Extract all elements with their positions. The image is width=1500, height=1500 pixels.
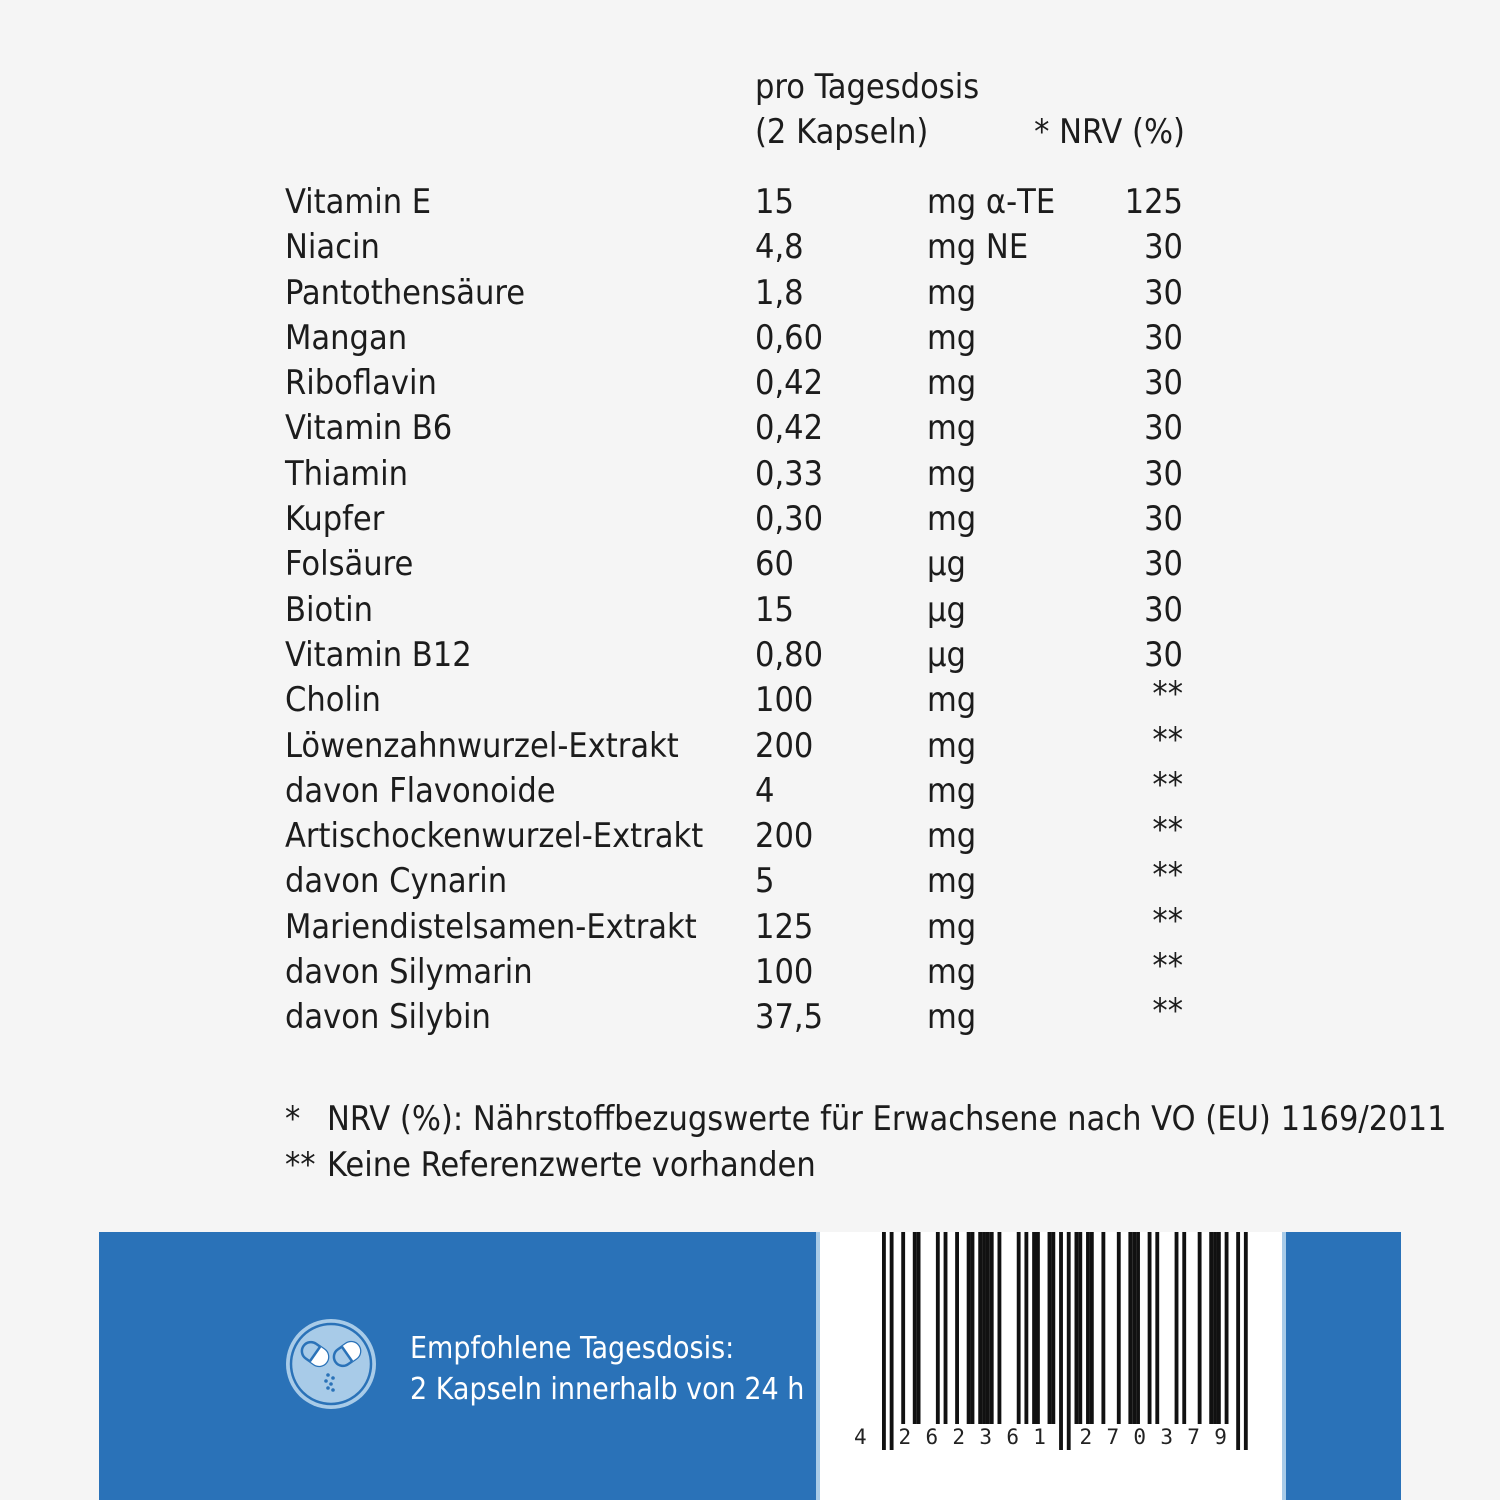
- barcode-bar: [1032, 1232, 1036, 1424]
- nutrient-name: Vitamin B6: [285, 408, 453, 449]
- nutrient-nrv: 30: [1144, 634, 1183, 675]
- barcode-digit: 6: [1006, 1425, 1020, 1449]
- nutrient-amount: 200: [755, 816, 814, 857]
- nutrient-amount: 0,42: [755, 363, 824, 404]
- nutrient-unit: mg: [927, 408, 977, 449]
- nutrient-name: Artischockenwurzel-Extrakt: [285, 816, 704, 857]
- nutrient-name: davon Silymarin: [285, 952, 533, 993]
- barcode-bar: [1148, 1232, 1152, 1424]
- barcode-digit: 9: [1214, 1425, 1227, 1449]
- nutrient-nrv: **: [1152, 764, 1183, 805]
- footnote-nrv: [285, 1096, 1447, 1142]
- nutrient-name: davon Cynarin: [285, 861, 508, 902]
- nutrient-amount: 0,60: [755, 317, 824, 358]
- table-row: [285, 452, 1185, 497]
- nutrient-unit: mg: [927, 861, 977, 902]
- barcode-bar: [1128, 1232, 1132, 1424]
- barcode-bar: [913, 1232, 917, 1424]
- barcode-digit: 7: [1187, 1425, 1200, 1449]
- nutrient-amount: 4: [755, 770, 775, 811]
- barcode-digit: 6: [925, 1425, 939, 1449]
- barcode-bar: [936, 1232, 940, 1424]
- nutrient-nrv: **: [1152, 991, 1183, 1032]
- table-row: [285, 674, 1185, 723]
- nutrient-amount: 15: [755, 182, 794, 222]
- nutrient-unit: µg: [927, 544, 966, 585]
- capsule-icon: [284, 1317, 378, 1411]
- nutrient-name: Riboflavin: [285, 363, 437, 404]
- barcode-bar: [1213, 1232, 1217, 1424]
- barcode-bar: [1036, 1232, 1040, 1424]
- barcode-bar: [1182, 1232, 1186, 1424]
- barcode-bar: [1067, 1232, 1071, 1450]
- nutrient-name: Mariendistelsamen-Extrakt: [285, 906, 697, 947]
- table-row: [285, 764, 1185, 814]
- nutrient-unit: mg: [927, 816, 977, 857]
- barcode-bar: [890, 1232, 894, 1450]
- table-row: [285, 180, 1185, 225]
- nutrient-nrv: 30: [1144, 453, 1183, 494]
- barcode-bar: [1217, 1232, 1221, 1424]
- nutrient-name: Pantothensäure: [285, 272, 526, 313]
- nutrient-unit: mg: [927, 317, 977, 358]
- nutrient-unit: mg: [927, 272, 977, 313]
- barcode-bar: [1136, 1232, 1140, 1424]
- nutrient-amount: 1,8: [755, 272, 804, 313]
- table-row: [285, 900, 1185, 950]
- nutrient-name: Niacin: [285, 227, 380, 268]
- nutrient-amount: 15: [755, 589, 794, 630]
- barcode-bar: [1024, 1232, 1028, 1424]
- barcode-bar: [1244, 1232, 1248, 1450]
- nutrient-nrv: 30: [1144, 408, 1183, 449]
- nutrient-nrv: 30: [1144, 499, 1183, 540]
- footnote-text: NRV (%): Nährstoffbezugswerte für Erwachsene nach VO (EU) 1169/2011: [327, 1099, 1447, 1139]
- barcode-bars: [820, 1232, 1282, 1500]
- nutrient-name: Folsäure: [285, 544, 414, 585]
- barcode-bar: [1017, 1232, 1021, 1424]
- nutrient-amount: 37,5: [755, 997, 824, 1038]
- nutrient-unit: mg: [927, 952, 977, 993]
- nutrient-name: Vitamin E: [285, 182, 432, 222]
- nutrient-nrv: 30: [1144, 589, 1183, 630]
- dosage-instruction: 2 Kapseln innerhalb von 24 h: [410, 1372, 805, 1407]
- nutrient-unit: mg NE: [927, 227, 1029, 268]
- nutrient-unit: mg: [927, 453, 977, 494]
- barcode-bar: [1086, 1232, 1090, 1424]
- nutrient-unit: mg α-TE: [927, 182, 1056, 222]
- barcode-bar: [990, 1232, 994, 1424]
- nutrient-nrv: 30: [1144, 317, 1183, 358]
- table-row: [285, 406, 1185, 451]
- barcode-digit: 3: [979, 1425, 993, 1449]
- barcode-digit: 3: [1160, 1425, 1174, 1449]
- nutrient-amount: 125: [755, 906, 814, 947]
- nutrient-nrv: **: [1152, 900, 1183, 941]
- barcode-bar: [1117, 1232, 1121, 1424]
- nutrient-unit: mg: [927, 770, 977, 811]
- nutrient-nrv: 30: [1144, 272, 1183, 313]
- barcode-bar: [1075, 1232, 1079, 1424]
- dosage-label: Empfohlene Tagesdosis:: [410, 1331, 735, 1366]
- barcode-bar: [978, 1232, 982, 1424]
- nutrient-nrv: **: [1152, 719, 1183, 760]
- barcode-bar: [1225, 1232, 1229, 1424]
- table-row: [285, 633, 1185, 678]
- table-row: [285, 991, 1185, 1040]
- table-row: [285, 225, 1185, 270]
- nutrient-amount: 0,30: [755, 499, 824, 540]
- nutrient-amount: 0,80: [755, 634, 824, 675]
- barcode-bar: [998, 1232, 1002, 1424]
- nutrient-nrv: 30: [1144, 544, 1183, 585]
- barcode-bar: [882, 1232, 886, 1450]
- footnote-mark: **: [285, 1145, 316, 1185]
- barcode-bar: [1051, 1232, 1055, 1424]
- barcode-bar: [955, 1232, 959, 1424]
- barcode-digit: 7: [1106, 1425, 1120, 1449]
- footnote-text: Keine Referenzwerte vorhanden: [327, 1145, 816, 1185]
- barcode-digit: 0: [1133, 1425, 1147, 1449]
- nutrient-nrv: 125: [1124, 182, 1183, 222]
- table-row: [285, 855, 1185, 904]
- per-dose-heading: pro Tagesdosis: [755, 67, 980, 107]
- nutrient-amount: 200: [755, 725, 814, 766]
- table-row: [285, 361, 1185, 406]
- barcode-bar: [1198, 1232, 1202, 1424]
- barcode-bar: [971, 1232, 975, 1424]
- barcode-bar: [1101, 1232, 1105, 1424]
- dosage-text: [410, 1328, 804, 1410]
- barcode-bar: [1078, 1232, 1082, 1424]
- barcode-bar: [986, 1232, 990, 1424]
- table-row: [285, 719, 1185, 769]
- nutrient-amount: 5: [755, 861, 775, 902]
- nutrient-name: davon Silybin: [285, 997, 491, 1038]
- nutrient-name: Cholin: [285, 680, 381, 721]
- nutrient-unit: mg: [927, 725, 977, 766]
- barcode-bar: [1236, 1232, 1240, 1450]
- footnote-no-reference: [285, 1142, 816, 1188]
- barcode-digit: 2: [952, 1425, 966, 1449]
- table-row: [285, 316, 1185, 361]
- barcode: [816, 1232, 1286, 1500]
- table-row: [285, 810, 1185, 859]
- table-row: [285, 497, 1185, 542]
- nutrient-name: Biotin: [285, 589, 374, 630]
- barcode-digit: 4: [854, 1425, 867, 1449]
- nutrient-name: Kupfer: [285, 499, 385, 540]
- table-row: [285, 271, 1185, 316]
- nutrient-unit: mg: [927, 499, 977, 540]
- barcode-bar: [917, 1232, 921, 1424]
- nutrient-nrv: **: [1152, 855, 1183, 896]
- nutrient-nrv: **: [1152, 946, 1183, 987]
- nutrient-nrv: **: [1152, 810, 1183, 851]
- barcode-bar: [1048, 1232, 1052, 1424]
- nutrient-name: Thiamin: [285, 453, 409, 494]
- nutrient-name: Mangan: [285, 317, 408, 358]
- nutrient-unit: mg: [927, 906, 977, 947]
- nutrient-name: davon Flavonoide: [285, 770, 556, 811]
- nutrient-unit: µg: [927, 589, 966, 630]
- table-row: [285, 946, 1185, 995]
- barcode-bar: [1175, 1232, 1179, 1424]
- per-dose-subheading: (2 Kapseln): [755, 112, 929, 152]
- nutrient-table: [285, 180, 1185, 1041]
- barcode-bar: [1209, 1232, 1213, 1424]
- table-row: [285, 588, 1185, 633]
- footnote-mark: *: [285, 1099, 301, 1139]
- barcode-digit: 2: [898, 1425, 912, 1449]
- nutrient-amount: 60: [755, 544, 794, 585]
- barcode-digit: 1: [1033, 1425, 1046, 1449]
- barcode-bar: [982, 1232, 986, 1424]
- nrv-heading: * NRV (%): [1034, 112, 1185, 152]
- nutrient-amount: 0,33: [755, 453, 824, 494]
- barcode-digit: 2: [1079, 1425, 1093, 1449]
- dosage-band: [99, 1232, 1401, 1500]
- barcode-bar: [1059, 1232, 1063, 1450]
- barcode-bar: [1090, 1232, 1094, 1424]
- nutrient-amount: 100: [755, 680, 814, 721]
- nutrient-name: Vitamin B12: [285, 634, 472, 675]
- nutrient-unit: mg: [927, 363, 977, 404]
- barcode-bar: [901, 1232, 905, 1424]
- nutrient-unit: µg: [927, 634, 966, 675]
- nutrient-amount: 100: [755, 952, 814, 993]
- nutrient-name: Löwenzahnwurzel-Extrakt: [285, 725, 679, 766]
- nutrient-nrv: 30: [1144, 227, 1183, 268]
- barcode-bar: [1132, 1232, 1136, 1424]
- nutrient-nrv: 30: [1144, 363, 1183, 404]
- barcode-bar: [944, 1232, 948, 1424]
- nutrient-amount: 4,8: [755, 227, 804, 268]
- nutrient-unit: mg: [927, 997, 977, 1038]
- barcode-bar: [1155, 1232, 1159, 1424]
- nutrient-unit: mg: [927, 680, 977, 721]
- nutrient-nrv: **: [1152, 674, 1183, 715]
- nutrient-amount: 0,42: [755, 408, 824, 449]
- table-row: [285, 542, 1185, 587]
- barcode-bar: [967, 1232, 971, 1424]
